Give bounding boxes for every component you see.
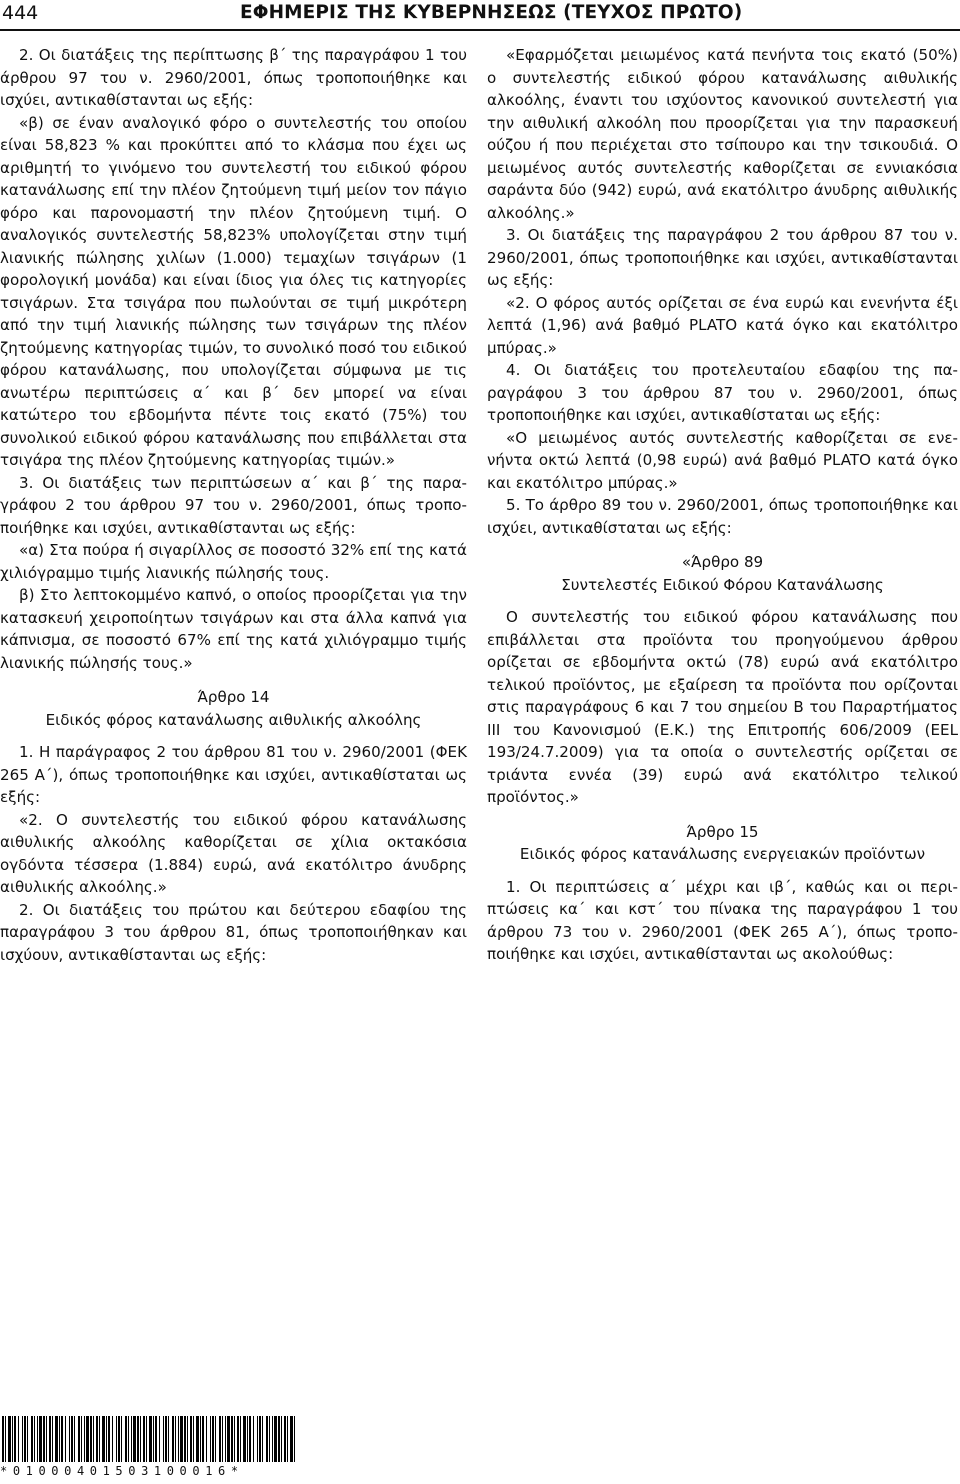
paragraph: 3. Οι διατάξεις της παραγράφου 2 του άρθρου 87 του ν. 2960/2001, όπως τροποποιήθηκε και ισχύει, αντικαθίστανται ως εξής: (487, 226, 958, 289)
barcode-bar (133, 1416, 136, 1462)
barcode-bar (8, 1416, 11, 1462)
page-header (0, 0, 960, 30)
barcode-bar (222, 1416, 223, 1462)
barcode-bar (243, 1416, 246, 1462)
barcode-bar (86, 1416, 89, 1462)
paragraph: β) Στο λεπτοκομμένο καπνό, ο οποίος προορίζεται για την κατασκευή χειροποίητων τσιγάρων και στα άλλα καπνά για κάπνισμα, σε ποσοστό 67% επί της κατά χιλιόγραμμο τιμής λιανικής πώλησής τους.» (0, 586, 467, 672)
article-title: Άρθρο 15 (686, 822, 759, 841)
barcode-bar (272, 1416, 273, 1462)
barcode-bar (219, 1416, 221, 1462)
header-rule (0, 29, 960, 31)
barcode-bar (290, 1416, 293, 1462)
barcode-bar (84, 1416, 85, 1462)
barcode-bar (116, 1416, 117, 1462)
barcode-bar (108, 1416, 110, 1462)
barcode-bar (99, 1416, 100, 1462)
article-subtitle: Ειδικός φόρος κατανάλωσης αιθυλικής αλκοόλης (45, 710, 422, 729)
barcode-bar (71, 1416, 73, 1462)
barcode-bar (163, 1416, 164, 1462)
article-title: Άρθρο 14 (197, 688, 270, 706)
paragraph: «2. Ο φόρος αυτός ορίζεται σε ένα ευρώ και ενενήντα έξι λεπτά (1,96) ανά βαθμό PLATO κατά όγκο και εκατόλιτρο μπύρας.» (487, 293, 958, 357)
barcode-bar (180, 1416, 183, 1462)
barcode-bar (125, 1416, 127, 1462)
paragraph: 3. Οι διατάξεις των περιπτώσεων α΄ και β΄ της παραγράφου 2 του άρθρου 97 του ν. 2960/2001, όπως τροποποιήθηκε και ισχύει, αντικαθίστανται ως εξής: (0, 473, 467, 537)
barcode-bar (137, 1416, 139, 1462)
paragraph: 2. Οι διατάξεις του πρώτου και δεύτερου εδαφίου της παραγράφου 3 του άρθρου 81, όπως τροποποιήθηκαν και ισχύουν, αντικαθίστανται ως εξής: (0, 900, 467, 964)
barcode-bar (18, 1416, 19, 1462)
barcode-bar (46, 1416, 47, 1462)
right-column (487, 44, 958, 966)
barcode-bar (294, 1416, 295, 1462)
paragraph: «α) Στα πούρα ή σιγαρίλλος σε ποσοστό 32% επί της κατά χιλιόγραμμο τιμής λιανικής πώλησής τους. (0, 541, 467, 582)
barcode-bar (240, 1416, 241, 1462)
barcode-bar (143, 1416, 145, 1462)
barcode-bar (102, 1416, 105, 1462)
barcode-bar (81, 1416, 82, 1462)
barcode-bar (247, 1416, 248, 1462)
barcode-bar (140, 1416, 141, 1462)
barcode-bar (187, 1416, 188, 1462)
barcode-bar (253, 1416, 254, 1462)
left-column (0, 44, 467, 966)
barcode-bar (93, 1416, 94, 1462)
barcode-bar (2, 1416, 4, 1462)
barcode-bar (278, 1416, 280, 1462)
barcode-bar (175, 1416, 176, 1462)
barcode-bar (146, 1416, 147, 1462)
barcode-bar (200, 1416, 201, 1462)
barcode-bar (153, 1416, 154, 1462)
paragraph: 5. Το άρθρο 89 του ν. 2960/2001, όπως τροποποιήθηκε και ισχύει, αντικαθίσταται ως εξής: (487, 496, 958, 537)
barcode-bar (43, 1416, 45, 1462)
barcode-bar (269, 1416, 270, 1462)
barcode-bar (12, 1416, 13, 1462)
page-number: 444 (2, 2, 39, 24)
barcode-bar (227, 1416, 230, 1462)
barcode-bar (61, 1416, 63, 1462)
paragraph: 1. Η παράγραφος 2 του άρθρου 81 του ν. 2960/2001 (ΦΕΚ 265 Α΄), όπως τροποποιήθηκε και ισχύει, αντικαθίσταται ως εξής: (0, 743, 467, 806)
barcode-bar (118, 1416, 120, 1462)
barcode-bar (259, 1416, 261, 1462)
barcode-bar (266, 1416, 268, 1462)
paragraph: 2. Οι διατάξεις της περίπτωσης β΄ της παραγράφου 1 του άρθρου 97 του ν. 2960/2001, όπως τροποποιήθηκε και ισχύει, αντικαθίστανται ως εξής: (0, 46, 467, 109)
barcode-bar (184, 1416, 186, 1462)
barcode-bar (178, 1416, 179, 1462)
barcode-bar (210, 1416, 211, 1462)
barcode-bar (96, 1416, 98, 1462)
barcode-digits: *01000401503100016* (0, 1464, 244, 1478)
barcode-bar (121, 1416, 122, 1462)
barcode-bar (168, 1416, 169, 1462)
barcode-bar (90, 1416, 92, 1462)
barcode-bar (193, 1416, 194, 1462)
barcode-bar (34, 1416, 35, 1462)
barcode-bar (212, 1416, 214, 1462)
barcode-bar (65, 1416, 66, 1462)
gazette-title: ΕΦΗΜΕΡΙΣ ΤΗΣ ΚΥΒΕΡΝΗΣΕΩΣ (ΤΕΥΧΟΣ ΠΡΩΤΟ) (240, 2, 743, 23)
barcode-bar (155, 1416, 157, 1462)
barcode-bar (287, 1416, 288, 1462)
barcode-bar (274, 1416, 277, 1462)
barcode-bar (257, 1416, 258, 1462)
barcode-bar (149, 1416, 152, 1462)
barcode-bar (5, 1416, 6, 1462)
barcode-bar (22, 1416, 23, 1462)
barcode-bar (165, 1416, 167, 1462)
barcode-bar (231, 1416, 233, 1462)
barcode-bar (249, 1416, 251, 1462)
quoted-article-title: «Άρθρο 89 (681, 553, 764, 571)
barcode-bar (159, 1416, 160, 1462)
barcode-bar (190, 1416, 192, 1462)
barcode-bar (24, 1416, 26, 1462)
barcode-bar (172, 1416, 174, 1462)
barcode-bar (37, 1416, 38, 1462)
barcode-bar (31, 1416, 33, 1462)
barcode-bar (234, 1416, 235, 1462)
barcode-bar (202, 1416, 204, 1462)
barcode-bar (59, 1416, 60, 1462)
barcode-bar (206, 1416, 207, 1462)
paragraph: «β) σε έναν αναλογικό φόρο ο συντελεστής του οποίου είναι 58,823 % και προκύπτει από το κλάσμα που έχει ως αριθμητή το γινόμενο του συντελεστή του ειδικού φόρου κατανάλωσης επί την πλέον ζητούμενη τιμή μείον τον πάγιο φόρο και παρονομαστή την πλέον ζητούμενη τιμή. Ο αναλογικός συντελεστής 58,823% υπολογίζεται στην τιμή λιανικής πώλησης χιλίων (1.000) τεμαχίων τσιγάρων (1 φορολογική μονάδα) και είναι ίδιος για όλες τις κατηγορίες τσιγάρων. Στα τσιγάρα που πωλούνται σε τιμή μικρότερη από την τιμή λιανικής πώλησης των τσιγάρων της πλέον ζητούμενης κατηγορίας τιμών, το συνολικό ποσό του ειδικού φόρου κατανάλωσης, που υπολογίζεται σύμφωνα με τις ανωτέρω περιπτώσεις α΄ και β΄ δεν μπορεί να είναι κατώτερο του εβδομήντα πέντε τοις εκατό (75%) του συνολικού ειδικού φόρου κατανάλωσης που επιβάλλεται στα τσιγάρα της πλέον ζητούμενης κατηγορίας τιμών.» (0, 113, 467, 469)
barcode-bar (196, 1416, 199, 1462)
barcode-bar (69, 1416, 70, 1462)
paragraph: Ο συντελεστής του ειδικού φόρου κατανάλωσης που επιβάλλεται στα προϊόντα του προηγούμενου άρθρου ορίζεται σε εβδομήντα οκτώ (78) ευρώ ανά εκατόλιτρο τελικού προϊόντος, με εξαίρεση τα προϊόντα που ορίζονται στις παραγράφους 6 και 7 του σημείου Β του Παραρτήματος ΙΙΙ του Κανονισμού (Ε.Κ.) της Επιτροπής 606/2009 (ΕΕL 193/24.7.2009) για τα οποία ο συντελεστής ορίζεται σε τριάντα εννέα (39) ευρώ ανά εκατόλιτρο τελικού προϊόντος.» (487, 608, 958, 806)
barcode-bar (106, 1416, 107, 1462)
barcode-bar (284, 1416, 286, 1462)
barcode-bar (262, 1416, 263, 1462)
barcode-bar (225, 1416, 226, 1462)
barcode-bar (52, 1416, 53, 1462)
paragraph: 4. Οι διατάξεις του προτελευταίου εδαφίου της παραγράφου 3 του άρθρου 87 του ν. 2960/2001, όπως τροποποιήθηκε και ισχύει, αντικαθίσταται ως εξής: (487, 361, 958, 424)
barcode-bars (0, 1416, 300, 1462)
barcode-bar (14, 1416, 16, 1462)
barcode-bar (49, 1416, 51, 1462)
quoted-article-subtitle: Συντελεστές Ειδικού Φόρου Κατανάλωσης (561, 575, 884, 594)
barcode-bar (281, 1416, 282, 1462)
paragraph: «Ο μειωμένος αυτός συντελεστής καθορίζεται σε ενενήντα οκτώ λεπτά (0,98 ευρώ) ανά βαθμό PLATO κατά όγκο και εκατόλιτρο μπύρας.» (487, 428, 958, 492)
barcode-bar (131, 1416, 132, 1462)
barcode-bar (215, 1416, 216, 1462)
paragraph: «2. Ο συντελεστής του ειδικού φόρου κατανάλωσης αιθυλικής αλκοόλης καθορίζεται σε χίλια οκτακόσια ογδόντα τέσσερα (1.884) ευρώ, ανά εκατόλιτρο άνυδρης αιθυλικής αλκοόλης.» (0, 810, 467, 896)
barcode-bar (39, 1416, 42, 1462)
paragraph: «Εφαρμόζεται μειωμένος κατά πενήντα τοις εκατό (50%) ο συντελεστής ειδικού φόρου κατανάλωσης αιθυλικής αλκοόλης, έναντι του ισχύοντος κανονικού συντελεστή για την αιθυλική αλκοόλη που προορίζεται για την παρασκευή ούζου ή που περιέχεται στο τσίπουρο και την τσικουδιά. Ο μειωμένος αυτός συντελεστής καθορίζεται σε εννιακόσια σαράντα δύο (942) ευρώ, ανά εκατόλιτρο άνυδρης αιθυλικής αλκοόλης.» (487, 46, 958, 222)
barcode-bar (128, 1416, 129, 1462)
barcode (0, 1416, 300, 1484)
barcode-bar (74, 1416, 75, 1462)
paragraph: 1. Οι περιπτώσεις α΄ μέχρι και ιβ΄, καθώς και οι περιπτώσεις κα΄ και κστ΄ του πίνακα της παραγράφου 1 του άρθρου 73 του ν. 2960/2001 (ΦΕΚ 265 Α΄), όπως τροποποιήθηκε και ισχύει, αντικαθίστανται ως ακολούθως: (487, 877, 958, 963)
barcode-bar (78, 1416, 80, 1462)
barcode-bar (55, 1416, 58, 1462)
barcode-bar (27, 1416, 28, 1462)
barcode-bar (237, 1416, 239, 1462)
barcode-bar (112, 1416, 113, 1462)
article-subtitle: Ειδικός φόρος κατανάλωσης ενεργειακών προϊόντων (519, 845, 926, 863)
